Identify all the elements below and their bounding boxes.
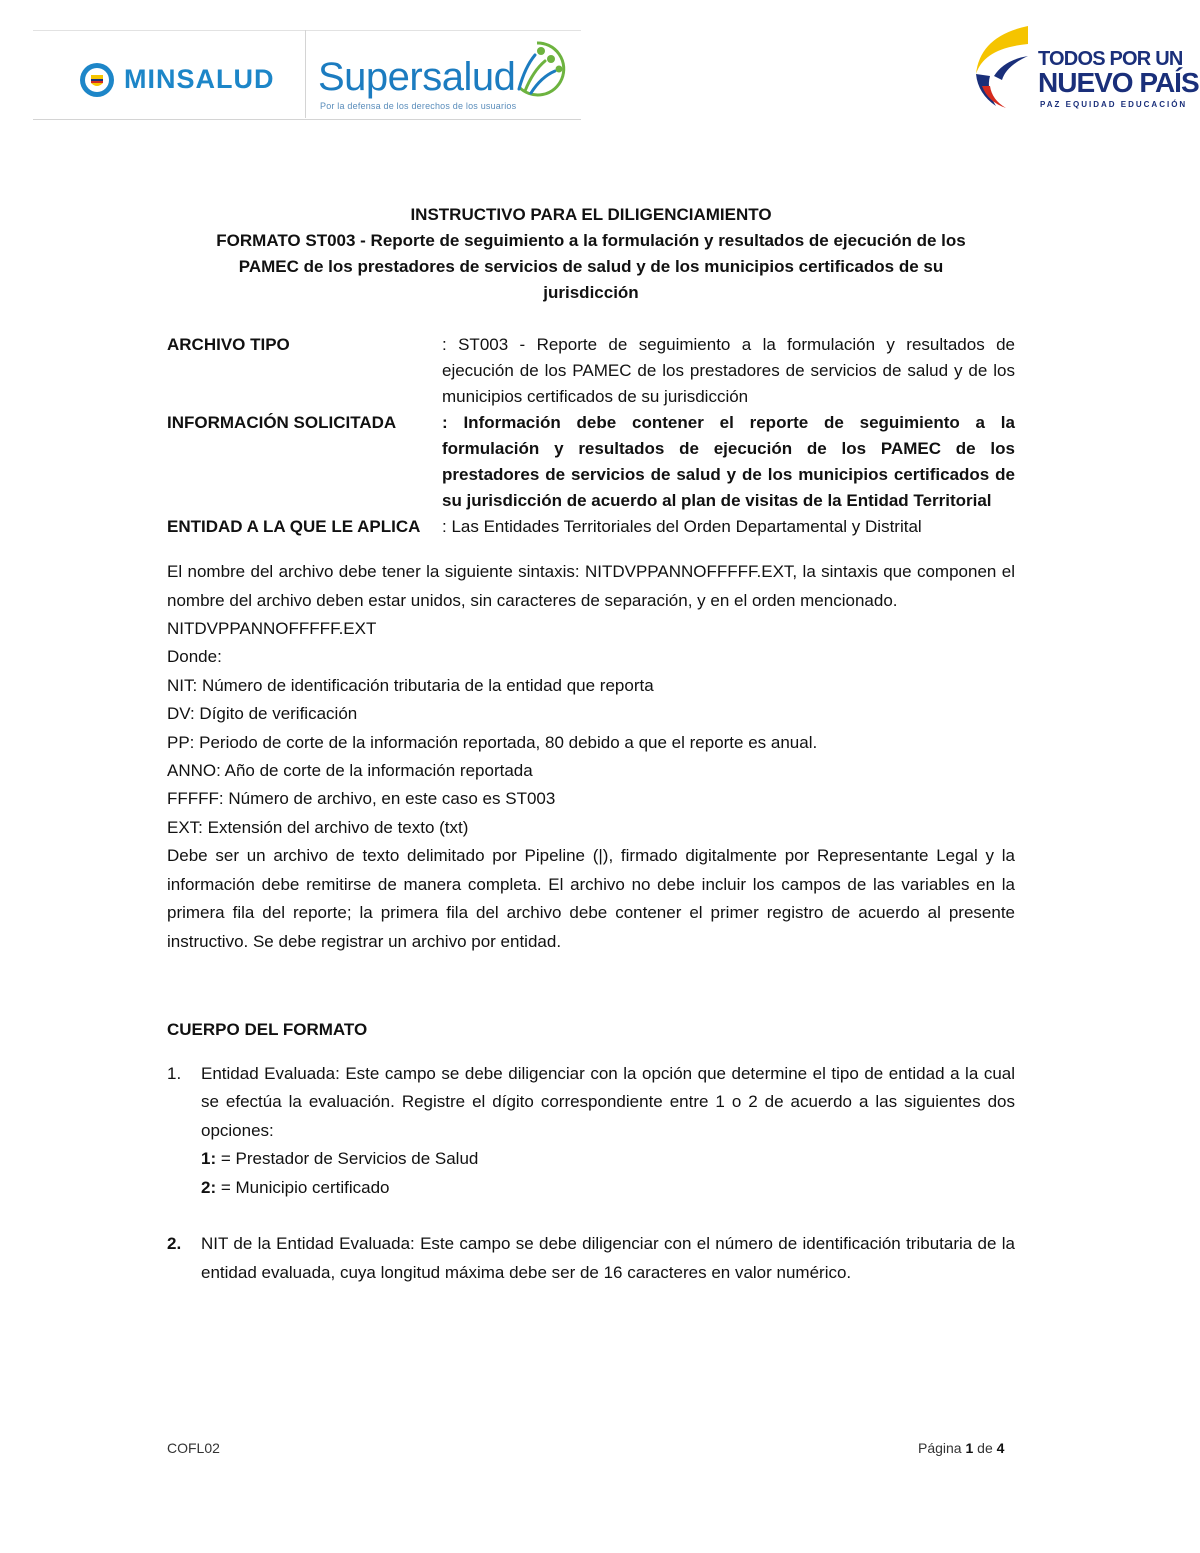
gov-logo-line3: PAZ EQUIDAD EDUCACIÓN (1040, 100, 1188, 109)
meta-value: : ST003 - Reporte de seguimiento a la formulación y resultados de ejecución de los PAMEC de los prestadores de servicios de salud y de los municipios certificados de su jurisdicción (442, 335, 1015, 406)
item-body (201, 1060, 1015, 1203)
item-body (201, 1230, 1015, 1287)
minsalud-seal-icon (80, 63, 114, 97)
list-item (167, 1060, 1015, 1203)
meta-value: : Información debe contener el reporte de seguimiento a la formulación y resultados de ejecución de los PAMEC de los prestadores de servicios de salud y de los municipios certificados de su jurisdicción de acuerdo al plan de visitas de la Entidad Territorial (442, 413, 1015, 510)
colombia-flag-swoosh-icon (970, 20, 1040, 116)
filename-line: Donde: (167, 647, 222, 667)
option-label: = Prestador de Servicios de Salud (216, 1149, 479, 1169)
document-title (167, 202, 1015, 306)
meta-label: INFORMACIÓN SOLICITADA (167, 413, 397, 432)
filename-line: PP: Periodo de corte de la información reportada, 80 debido a que el reporte es anual. (167, 732, 818, 752)
filename-line: DV: Dígito de verificación (167, 704, 358, 724)
logo-divider (305, 30, 306, 118)
page-current: 1 (965, 1440, 974, 1456)
document-body (167, 202, 1015, 1287)
meta-label: ENTIDAD A LA QUE LE APLICA (167, 517, 421, 536)
item-number: 2. (167, 1234, 182, 1254)
filename-line: FFFFF: Número de archivo, en este caso es ST003 (167, 789, 556, 809)
gov-logo-line2: NUEVO PAÍS (1038, 67, 1199, 98)
field-list (167, 1060, 1015, 1288)
title-line-4: jurisdicción (543, 283, 639, 302)
filename-line: NITDVPPANNOFFFFF.EXT (167, 619, 377, 638)
item-number: 1. (167, 1063, 182, 1083)
supersalud-logo-text: Supersalud (318, 55, 516, 99)
page-number (918, 1440, 1004, 1456)
minsalud-logo-text: MINSALUD (124, 64, 275, 94)
item-text: NIT de la Entidad Evaluada: Este campo se debe diligenciar con el número de identificación tributaria de la entidad evaluada, cuya longitud máxima debe ser de 16 caracteres en valor numérico. (201, 1234, 1015, 1282)
filename-intro: El nombre del archivo debe tener la siguiente sintaxis: NITDVPPANNOFFFFF.EXT, la sintaxis que componen el nombre del archivo deben estar unidos, sin caracteres de separación, y en el orden mencionado. (167, 562, 1015, 610)
item-option (201, 1145, 1015, 1174)
meta-label: ARCHIVO TIPO (167, 335, 290, 354)
supersalud-tagline: Por la defensa de los derechos de los usuarios (320, 101, 517, 111)
page-total: 4 (996, 1440, 1005, 1456)
item-text: Entidad Evaluada: Este campo se debe diligenciar con la opción que determine el tipo de entidad a la cual se efectúa la evaluación. Registre el dígito correspondiente entre 1 o 2 de acuerdo a las siguientes dos opciones: (201, 1063, 1015, 1140)
page-of: de (973, 1440, 997, 1456)
meta-value: : Las Entidades Territoriales del Orden Departamental y Distrital (442, 517, 922, 536)
title-line-2: FORMATO ST003 - Reporte de seguimiento a la formulación y resultados de ejecución de los (216, 231, 966, 250)
meta-row-informacion-solicitada (167, 410, 1015, 514)
footer-code: COFL02 (167, 1440, 220, 1456)
list-item (167, 1230, 1015, 1287)
filename-line: EXT: Extensión del archivo de texto (txt) (167, 817, 469, 837)
supersalud-leaf-icon (505, 33, 575, 103)
option-code: 1: (201, 1149, 217, 1169)
section-title: CUERPO DEL FORMATO (167, 1019, 368, 1039)
option-label: = Municipio certificado (216, 1177, 390, 1197)
title-line-1: INSTRUCTIVO PARA EL DILIGENCIAMIENTO (410, 205, 772, 224)
filename-syntax-list (167, 615, 1015, 842)
item-option (201, 1174, 1015, 1203)
meta-row-archivo-tipo (167, 332, 1015, 410)
filename-line: ANNO: Año de corte de la información reportada (167, 761, 533, 781)
file-metadata (167, 332, 1015, 540)
gov-logo-line1: TODOS POR UN (1038, 48, 1183, 70)
option-code: 2: (201, 1177, 217, 1197)
title-line-3: PAMEC de los prestadores de servicios de salud y de los municipios certificados de su (238, 257, 944, 276)
meta-row-entidad-aplica (167, 514, 1015, 540)
file-rules: Debe ser un archivo de texto delimitado por Pipeline (|), firmado digitalmente por Representante Legal y la información debe remitirse de manera completa. El archivo no debe incluir los campos de las variables en la primera fila del reporte; la primera fila del archivo debe contener el primer registro de acuerdo al presente instructivo. Se debe registrar un archivo por entidad. (167, 846, 1015, 952)
filename-line: NIT: Número de identificación tributaria de la entidad que reporta (167, 675, 654, 695)
page-label: Página (918, 1440, 966, 1456)
